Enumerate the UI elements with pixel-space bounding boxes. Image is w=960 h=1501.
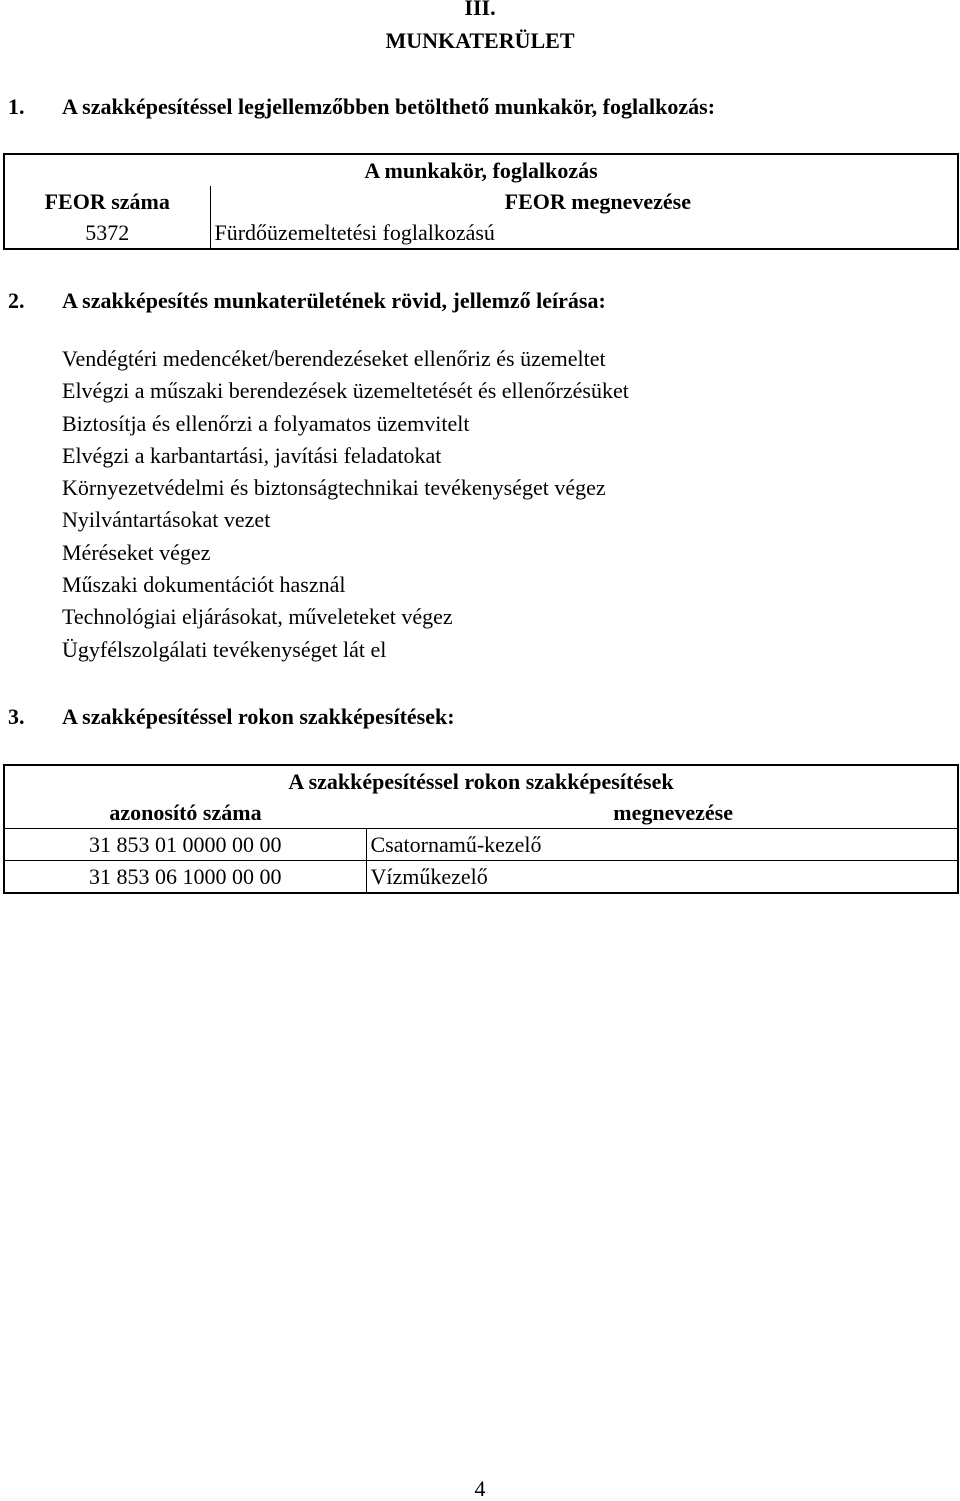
feor-name-cell: Fürdőüzemeltetési foglalkozású [210, 217, 958, 249]
list-item: Méréseket végez [62, 539, 211, 565]
table-row [4, 861, 958, 894]
id-number-cell: 31 853 01 0000 00 00 [4, 829, 366, 861]
table-row [4, 217, 958, 249]
section-2-title: A szakképesítés munkaterületének rövid, jellemző leírása: [62, 288, 606, 313]
qualification-name-cell: Vízműkezelő [366, 861, 958, 894]
feor-code-cell: 5372 [85, 219, 130, 245]
list-item: Elvégzi a karbantartási, javítási feladatokat [62, 442, 442, 468]
table-header-row [4, 186, 958, 217]
table-group-header-row [4, 154, 958, 186]
list-item: Műszaki dokumentációt használ [62, 572, 346, 598]
list-item: Biztosítja és ellenőrzi a folyamatos üzemvitelt [62, 410, 470, 436]
table-group-header-row [4, 765, 958, 797]
list-item: Környezetvédelmi és biztonságtechnikai tevékenységet végez [62, 475, 606, 501]
id-number-header: azonosító száma [4, 797, 366, 829]
section-1-title: A szakképesítéssel legjellemzőbben betölthető munkakör, foglalkozás: [62, 94, 716, 119]
list-item: Vendégtéri medencéket/berendezéseket ellenőriz és üzemeltet [62, 346, 606, 371]
table-header-row [4, 797, 958, 829]
occupation-table [3, 153, 959, 250]
id-number-cell: 31 853 06 1000 00 00 [4, 861, 366, 894]
section-2-number: 2. [8, 288, 25, 313]
page-number: 4 [474, 1476, 486, 1501]
qualification-name-cell: Csatornamű-kezelő [366, 829, 958, 861]
related-qualifications-table [3, 764, 959, 894]
list-item: Ügyfélszolgálati tevékenységet lát el [62, 636, 387, 662]
section-3-heading [8, 706, 455, 728]
chapter-number: III. [464, 0, 496, 20]
qualification-name-header: megnevezése [366, 797, 958, 829]
list-item: Nyilvántartásokat vezet [62, 507, 271, 533]
section-3-title: A szakképesítéssel rokon szakképesítések: [62, 704, 455, 729]
section-1-number: 1. [8, 94, 25, 119]
section-2-heading [8, 290, 606, 312]
list-item: Technológiai eljárásokat, műveleteket végez [62, 604, 453, 630]
work-description-list [62, 348, 629, 671]
related-group-header: A szakképesítéssel rokon szakképesítések [288, 768, 674, 794]
feor-code-header: FEOR száma [44, 188, 170, 214]
occupation-group-header: A munkakör, foglalkozás [364, 157, 598, 183]
feor-name-header: FEOR megnevezése [210, 186, 958, 217]
table-row [4, 829, 958, 861]
section-3-number: 3. [8, 704, 25, 729]
section-1-heading [8, 96, 715, 118]
chapter-title: MUNKATERÜLET [385, 28, 575, 53]
list-item: Elvégzi a műszaki berendezések üzemeltetését és ellenőrzésüket [62, 378, 629, 404]
